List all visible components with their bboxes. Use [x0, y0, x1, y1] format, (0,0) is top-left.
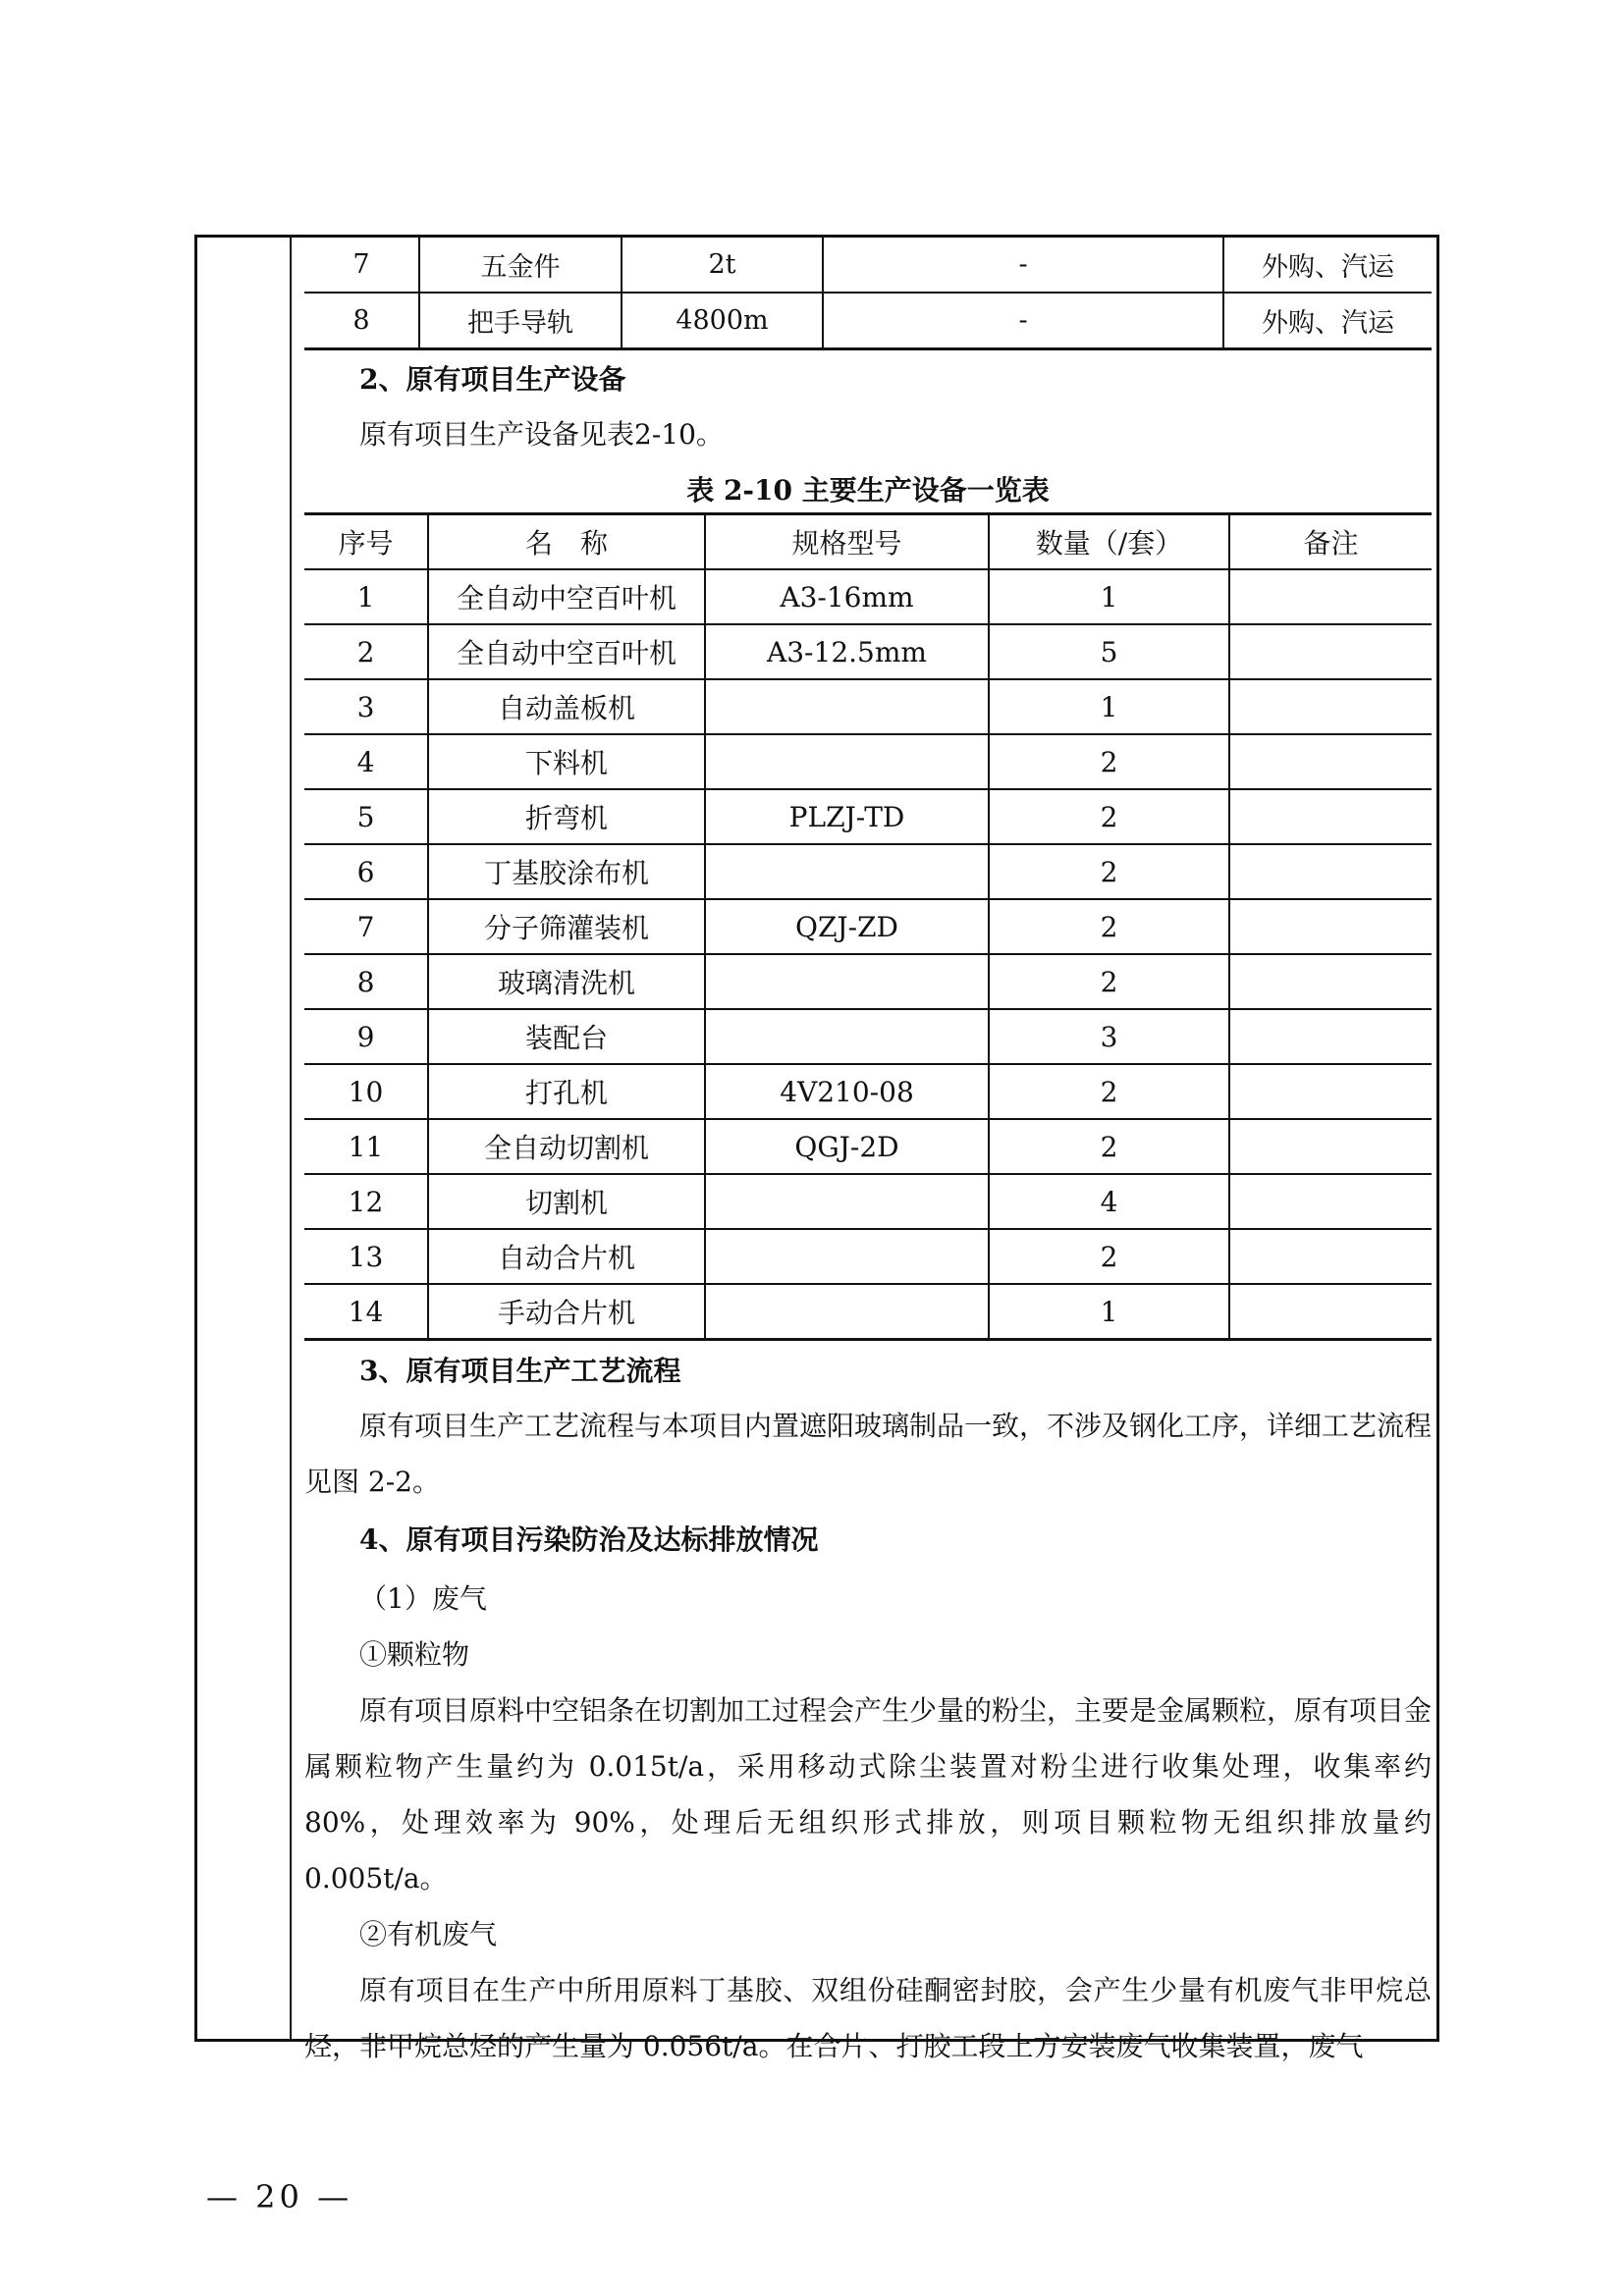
table-cell: 5: [304, 789, 428, 844]
table-cell: 2: [989, 789, 1229, 844]
equipment-table-row: [304, 1009, 1432, 1064]
table-cell: 4: [304, 734, 428, 789]
particulate-text: 原有项目原料中空铝条在切割加工过程会产生少量的粉尘，主要是金属颗粒，原有项目金属颗粒物产生量约为 0.015t/a，采用移动式除尘装置对粉尘进行收集处理，收集率约 80%，处理效率为 90%，处理后无组织形式排放，则项目颗粒物无组织排放量约 0.005t/a。: [304, 1694, 1433, 1895]
table-cell: 5: [989, 624, 1229, 679]
table-cell: 8: [304, 954, 428, 1009]
table-cell: 13: [304, 1229, 428, 1284]
equipment-table-row: [304, 569, 1432, 624]
table-cell: 五金件: [419, 238, 622, 293]
section-2-heading: 2、原有项目生产设备: [359, 363, 626, 396]
table-cell: [705, 1229, 989, 1284]
table-cell: 全自动切割机: [428, 1119, 705, 1174]
table-cell: 丁基胶涂布机: [428, 844, 705, 899]
table-cell: 1: [989, 569, 1229, 624]
equipment-table-header: [304, 514, 1432, 570]
frame-divider: [290, 235, 292, 2042]
table-cell: [1229, 954, 1432, 1009]
table-cell: QZJ-ZD: [705, 899, 989, 954]
organic-gas-text: 原有项目在生产中所用原料丁基胶、双组份硅酮密封胶，会产生少量有机废气非甲烷总烃，非甲烷总烃的产生量为 0.056t/a。在合片、打胶工段上方安装废气收集装置，废气: [304, 1974, 1432, 2062]
table-cell: [705, 1009, 989, 1064]
item-particulate: ①颗粒物: [359, 1638, 470, 1671]
table-cell: 下料机: [428, 734, 705, 789]
header-cell: 名 称: [428, 514, 705, 570]
continued-table-row: [304, 293, 1432, 349]
equipment-table-row: [304, 624, 1432, 679]
equipment-table-row: [304, 1064, 1432, 1119]
table-cell: 4800m: [622, 293, 823, 349]
table-cell: 玻璃清洗机: [428, 954, 705, 1009]
page-content: [304, 238, 1432, 2074]
table-cell: 2: [989, 899, 1229, 954]
table-cell: 6: [304, 844, 428, 899]
table-cell: -: [823, 238, 1223, 293]
table-cell: 4V210-08: [705, 1064, 989, 1119]
table-cell: A3-16mm: [705, 569, 989, 624]
table-cell: 自动盖板机: [428, 679, 705, 734]
table-cell: [705, 1284, 989, 1340]
table-cell: 2: [989, 1119, 1229, 1174]
equipment-table-row: [304, 734, 1432, 789]
table-cell: 折弯机: [428, 789, 705, 844]
table-cell: 2: [989, 734, 1229, 789]
section-2-intro: 原有项目生产设备见表2-10。: [359, 418, 724, 451]
table-cell: 自动合片机: [428, 1229, 705, 1284]
table-cell: 2t: [622, 238, 823, 293]
table-cell: 把手导轨: [419, 293, 622, 349]
table-cell: 1: [304, 569, 428, 624]
table-cell: 3: [989, 1009, 1229, 1064]
table-cell: 1: [989, 1284, 1229, 1340]
equipment-table-row: [304, 1119, 1432, 1174]
equipment-table-row: [304, 954, 1432, 1009]
equipment-table-row: [304, 789, 1432, 844]
table-cell: 切割机: [428, 1174, 705, 1229]
table-cell: 2: [989, 954, 1229, 1009]
equipment-table-row: [304, 899, 1432, 954]
table-cell: 打孔机: [428, 1064, 705, 1119]
table-cell: [1229, 624, 1432, 679]
continued-table-row: [304, 238, 1432, 293]
table-cell: 11: [304, 1119, 428, 1174]
table-cell: PLZJ-TD: [705, 789, 989, 844]
table-cell: 2: [989, 1229, 1229, 1284]
table-cell: [705, 679, 989, 734]
equipment-table-row: [304, 1229, 1432, 1284]
table-cell: [1229, 789, 1432, 844]
table-cell: QGJ-2D: [705, 1119, 989, 1174]
table-cell: [1229, 1064, 1432, 1119]
table-cell: A3-12.5mm: [705, 624, 989, 679]
table-cell: [1229, 734, 1432, 789]
table-cell: [705, 954, 989, 1009]
header-cell: 序号: [304, 514, 428, 570]
equipment-table: [304, 512, 1432, 1341]
section-4-heading: 4、原有项目污染防治及达标排放情况: [359, 1523, 819, 1556]
header-cell: 备注: [1229, 514, 1432, 570]
table-cell: [1229, 1009, 1432, 1064]
table-cell: [705, 844, 989, 899]
header-cell: 规格型号: [705, 514, 989, 570]
table-caption: 表 2-10 主要生产设备一览表: [686, 474, 1050, 507]
table-cell: [1229, 899, 1432, 954]
table-cell: 手动合片机: [428, 1284, 705, 1340]
table-cell: 12: [304, 1174, 428, 1229]
table-cell: -: [823, 293, 1223, 349]
header-cell: 数量（/套）: [989, 514, 1229, 570]
table-cell: 全自动中空百叶机: [428, 624, 705, 679]
equipment-table-row: [304, 679, 1432, 734]
table-cell: 装配台: [428, 1009, 705, 1064]
table-cell: [705, 734, 989, 789]
table-cell: 2: [989, 1064, 1229, 1119]
table-cell: 14: [304, 1284, 428, 1340]
table-cell: 7: [304, 899, 428, 954]
table-cell: [1229, 1119, 1432, 1174]
subsection-waste-gas: （1）废气: [359, 1582, 487, 1615]
equipment-table-row: [304, 1174, 1432, 1229]
table-cell: 2: [304, 624, 428, 679]
table-cell: [1229, 1174, 1432, 1229]
table-cell: 2: [989, 844, 1229, 899]
table-cell: 分子筛灌装机: [428, 899, 705, 954]
table-cell: 7: [304, 238, 419, 293]
section-3-text: 原有项目生产工艺流程与本项目内置遮阳玻璃制品一致，不涉及钢化工序，详细工艺流程见图 2-2。: [304, 1410, 1433, 1498]
table-cell: [705, 1174, 989, 1229]
continued-materials-table: [304, 238, 1432, 350]
table-cell: [1229, 1229, 1432, 1284]
equipment-table-row: [304, 1284, 1432, 1340]
table-cell: 外购、汽运: [1223, 293, 1432, 349]
table-cell: [1229, 569, 1432, 624]
table-cell: [1229, 844, 1432, 899]
table-cell: 9: [304, 1009, 428, 1064]
item-organic-gas: ②有机废气: [359, 1918, 498, 1950]
table-cell: [1229, 1284, 1432, 1340]
table-cell: [1229, 679, 1432, 734]
section-3-heading: 3、原有项目生产工艺流程: [359, 1355, 681, 1387]
table-cell: 3: [304, 679, 428, 734]
table-cell: 8: [304, 293, 419, 349]
table-cell: 4: [989, 1174, 1229, 1229]
table-cell: 1: [989, 679, 1229, 734]
table-cell: 全自动中空百叶机: [428, 569, 705, 624]
equipment-table-row: [304, 844, 1432, 899]
page-number: — 20 —: [206, 2178, 353, 2216]
table-cell: 外购、汽运: [1223, 238, 1432, 293]
table-cell: 10: [304, 1064, 428, 1119]
